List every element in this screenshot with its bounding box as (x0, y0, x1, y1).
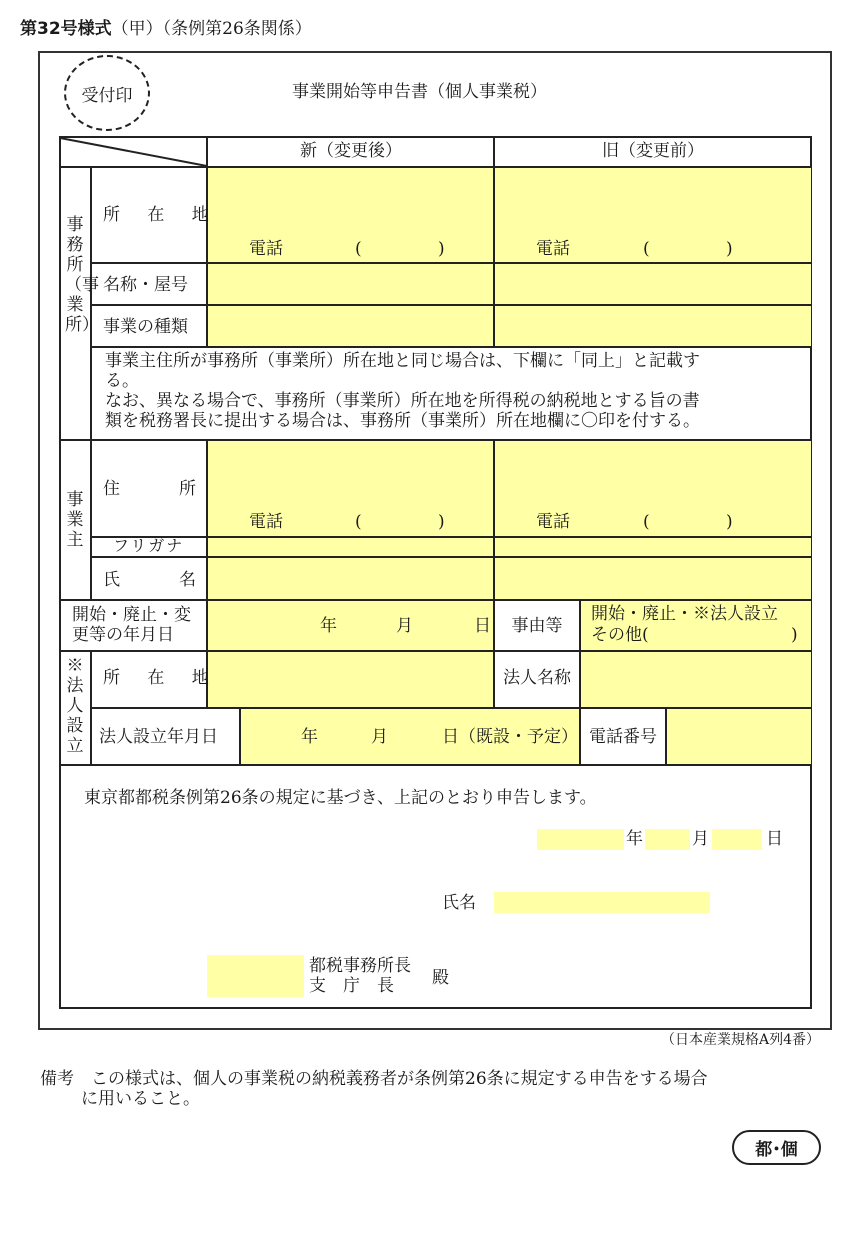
corp-phone-label: 電話番号 (589, 727, 657, 747)
office-section-label: 事務所（事業所） (65, 215, 99, 335)
change-date-year: 年 (320, 616, 337, 636)
change-date-month: 月 (396, 616, 413, 636)
receipt-stamp (64, 55, 150, 131)
owner-phone-open-old: ( (643, 512, 650, 532)
corp-name-field[interactable] (581, 652, 811, 708)
divider (91, 262, 812, 264)
office-name-new-field[interactable] (208, 264, 494, 305)
badge-label: 都･個 (755, 1140, 798, 1160)
office-phone-label-new: 電話 (249, 239, 283, 259)
corp-established-month: 月 (371, 727, 388, 747)
change-date-label-line1: 開始・廃止・変 (72, 605, 191, 625)
declaration-name-field[interactable] (494, 892, 710, 913)
owner-phone-close-new: ) (438, 512, 445, 532)
column-header-new: 新（変更後） (300, 141, 402, 161)
change-date-label-line2: 更等の年月日 (72, 625, 174, 645)
owner-section-label: 事業主 (66, 490, 84, 550)
header-diagonal (60, 137, 207, 167)
owner-phone-label-old: 電話 (536, 512, 570, 532)
business-type-old-field[interactable] (495, 306, 811, 347)
corp-established-day: 日（既設・予定） (442, 727, 578, 747)
owner-phone-open-new: ( (355, 512, 362, 532)
reason-label: 事由等 (511, 616, 563, 636)
corp-location-field[interactable] (208, 652, 494, 708)
form-header (20, 18, 312, 40)
owner-name-old-field[interactable] (495, 558, 811, 600)
owner-name-label-2: 名 (179, 570, 196, 590)
owner-phone-label-new: 電話 (249, 512, 283, 532)
corp-established-year: 年 (301, 727, 318, 747)
divider (91, 556, 812, 558)
divider (59, 599, 812, 601)
business-type-label: 事業の種類 (103, 317, 188, 337)
office-note-line: 事業主住所が事務所（事業所）所在地と同じ場合は、下欄に「同上」と記載す (105, 351, 700, 371)
office-phone-close-new: ) (438, 239, 445, 259)
divider (665, 708, 667, 765)
office-name-label: 名称・屋号 (103, 275, 188, 295)
office-phone-close-old: ) (726, 239, 733, 259)
corp-established-label: 法人設立年月日 (99, 727, 218, 747)
corp-location-label: 所 在 地 (103, 668, 220, 688)
office-note-line: る。 (105, 371, 139, 391)
office-note (105, 351, 700, 431)
tokyo-individual-badge (732, 1130, 821, 1165)
divider (91, 536, 812, 538)
office-note-line: なお、異なる場合で、事務所（事業所）所在地を所得税の納税地とする旨の書 (105, 391, 700, 411)
reason-other-close: ) (791, 625, 798, 645)
form-number: 第32号様式 (20, 19, 112, 39)
furigana-new-field[interactable] (208, 538, 494, 557)
corp-name-label: 法人名称 (503, 668, 571, 688)
declaration-name-label: 氏名 (442, 893, 476, 913)
change-date-field[interactable] (208, 601, 494, 651)
divider (239, 708, 241, 765)
owner-address-label-2: 所 (179, 479, 196, 499)
divider (59, 764, 812, 766)
receipt-stamp-label: 受付印 (81, 85, 133, 106)
page-title: 事業開始等申告書（個人事業税） (292, 82, 547, 102)
declaration-day-label: 日 (766, 829, 783, 849)
divider (91, 304, 812, 306)
declaration-day-field[interactable] (712, 829, 762, 850)
reason-options[interactable]: 開始・廃止・※法人設立 (591, 604, 778, 624)
tax-office-line1: 都税事務所長 (309, 956, 411, 976)
office-note-line: 類を税務署長に提出する場合は、事務所（事業所）所在地欄に〇印を付する。 (105, 411, 700, 431)
owner-address-label-1: 住 (103, 479, 120, 499)
declaration-text: 東京都都税条例第26条の規定に基づき、上記のとおり申告します。 (84, 788, 597, 808)
divider (59, 439, 812, 441)
divider (59, 650, 812, 652)
column-header-old: 旧（変更前） (602, 141, 704, 161)
remarks-line1: 備考 この様式は、個人の事業税の納税義務者が条例第26条に規定する申告をする場合 (40, 1069, 708, 1089)
divider (91, 707, 812, 709)
tax-office-line2: 支 庁 長 (309, 976, 394, 996)
office-location-label: 所 在 地 (103, 205, 220, 225)
owner-name-new-field[interactable] (208, 558, 494, 600)
owner-phone-close-old: ) (726, 512, 733, 532)
reason-other[interactable]: その他( (591, 625, 649, 645)
office-phone-open-new: ( (355, 239, 362, 259)
divider (579, 600, 581, 708)
business-type-new-field[interactable] (208, 306, 494, 347)
furigana-label: フリガナ (113, 536, 185, 555)
corp-section-label: ※法人設立 (66, 656, 84, 756)
office-phone-label-old: 電話 (536, 239, 570, 259)
office-name-old-field[interactable] (495, 264, 811, 305)
declaration-year-field[interactable] (537, 829, 624, 850)
remarks-line2: に用いること。 (81, 1089, 200, 1109)
change-date-day: 日 (474, 616, 491, 636)
declaration-year-label: 年 (626, 829, 643, 849)
honorific: 殿 (432, 968, 449, 988)
corp-phone-field[interactable] (667, 709, 811, 765)
declaration-month-field[interactable] (645, 829, 690, 850)
owner-name-label-1: 氏 (103, 570, 120, 590)
office-phone-open-old: ( (643, 239, 650, 259)
furigana-old-field[interactable] (495, 538, 811, 557)
divider (493, 136, 495, 347)
tax-office-field[interactable] (207, 955, 304, 997)
form-suffix: （甲）（条例第26条関係） (111, 19, 312, 39)
paper-size-note: （日本産業規格A列4番） (660, 1032, 820, 1048)
declaration-month-label: 月 (692, 829, 709, 849)
divider (90, 651, 92, 765)
